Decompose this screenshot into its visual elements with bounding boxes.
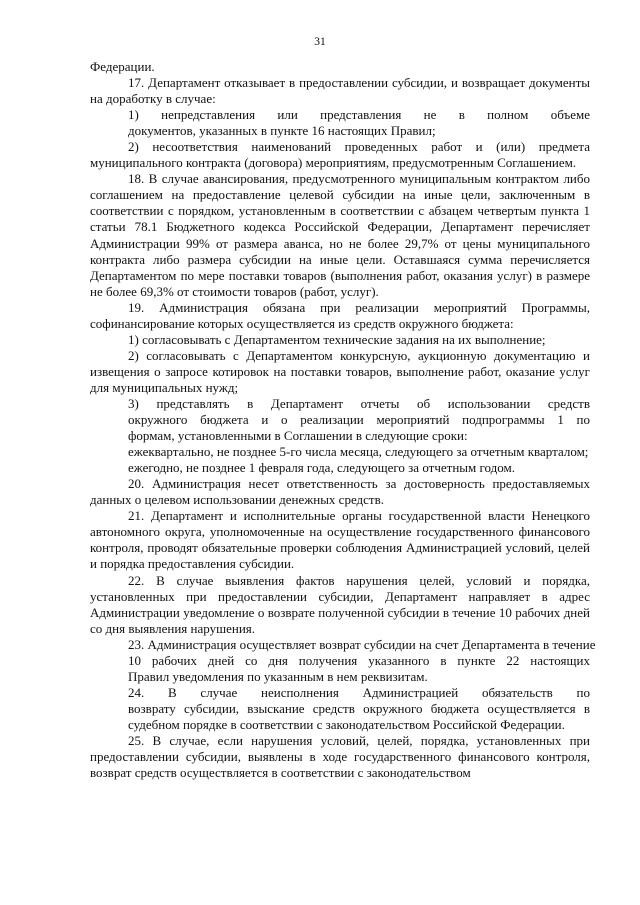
paragraph: Федерации.: [90, 59, 155, 74]
paragraph: ежегодно, не позднее 1 февраля года, следующего за отчетным годом.: [128, 460, 515, 476]
paragraph: 18. В случае авансирования, предусмотренного муниципальным контрактом либо соглашением на предоставление целевой субсидии на иные цели, заключенным в соответствии с порядком, установленным в соответствии с абзацем четвертым пункта 1 статьи 78.1 Бюджетного кодекса Российской Федерации, Департамент перечисляет Администрации 99% от размера аванса, но не более 29,7% от цены муниципального контракта либо размера субсидии на иные цели. Оставшаяся сумма перечисляется Департаментом по мере поставки товаров (выполнения работ, оказания услуг) в размере не более 69,3% от стоимости товаров (работ, услуг).: [90, 171, 590, 299]
paragraph: 2) несоответствия наименований проведенных работ и (или) предмета муниципального контракта (договора) мероприятиям, предусмотренным Соглашением.: [90, 139, 590, 171]
paragraph: 20. Администрация несет ответственность за достоверность предоставляемых данных о целевом использовании денежных средств.: [90, 476, 590, 508]
paragraph: 22. В случае выявления фактов нарушения целей, условий и порядка, установленных при предоставлении субсидии, Департамент направляет в адрес Администрации уведомление о возврате полученной субсидии в течение 10 рабочих дней со дня выявления нарушения.: [90, 572, 590, 636]
paragraph: 2) согласовывать с Департаментом конкурсную, аукционную документацию и извещения о запросе котировок на поставки товаров, выполнение работ, оказание услуг для муниципальных нужд;: [90, 347, 590, 395]
paragraph: 17. Департамент отказывает в предоставлении субсидии, и возвращает документы на доработку в случае:: [90, 75, 590, 107]
paragraph: 25. В случае, если нарушения условий, целей, порядка, установленных при предоставлении субсидии, выявлены в ходе государственного финансового контроля, возврат средств осуществляется в соответствии с законодательством: [90, 732, 590, 781]
document-body: [90, 59, 596, 781]
paragraph: 1) непредставления или представления не в полном объеме документов, указанных в пункте 16 настоящих Правил;: [128, 107, 590, 139]
paragraph: 1) согласовывать с Департаментом технические задания на их выполнение;: [128, 331, 546, 347]
paragraph: ежеквартально, не позднее 5-го числа месяца, следующего за отчетным кварталом;: [128, 444, 589, 460]
paragraph: 19. Администрация обязана при реализации мероприятий Программы, софинансирование которых осуществляется из средств окружного бюджета:: [90, 299, 590, 331]
paragraph: 3) представлять в Департамент отчеты об использовании средств окружного бюджета и о реализации мероприятий подпрограммы 1 по формам, установленными в Соглашении в следующие сроки:: [128, 395, 590, 444]
paragraph: 21. Департамент и исполнительные органы государственной власти Ненецкого автономного округа, уполномоченные на осуществление государственного финансового контроля, проводят обязательные проверки соблюдения Администрацией условий, целей и порядка предоставления субсидии.: [90, 508, 590, 572]
paragraph: 23. Администрация осуществляет возврат субсидии на счет Департамента в течение 10 рабочих дней со дня получения указанного в пункте 22 настоящих Правил уведомления по указанным в нем реквизитам.: [128, 636, 596, 684]
paragraph: 24. В случае неисполнения Администрацией обязательств по возврату субсидии, взыскание средств окружного бюджета осуществляется в судебном порядке в соответствии с законодательством Российской Федерации.: [128, 684, 590, 732]
page-number: 31: [314, 36, 326, 48]
